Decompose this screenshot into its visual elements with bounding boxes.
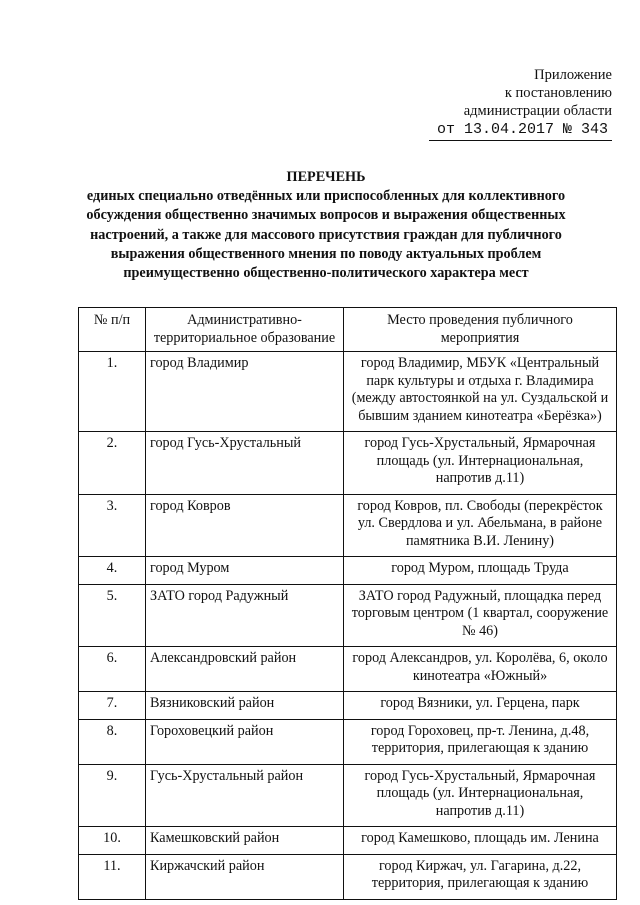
row-num: 9. — [79, 764, 146, 827]
row-place: город Вязники, ул. Герцена, парк — [344, 692, 617, 720]
row-place: ЗАТО город Радужный, площадка перед торговым центром (1 квартал, сооружение № 46) — [344, 584, 617, 647]
table-row — [79, 432, 617, 495]
document-heading — [60, 168, 592, 283]
table-body — [79, 352, 617, 900]
appendix-date-line: от 13.04.2017 № 343 — [429, 121, 612, 141]
row-municipality: Киржачский район — [146, 854, 344, 899]
row-num: 5. — [79, 584, 146, 647]
table-row — [79, 692, 617, 720]
table-row — [79, 494, 617, 557]
table-row — [79, 854, 617, 899]
table-row — [79, 352, 617, 432]
header-place: Место проведения публичного мероприятия — [344, 308, 617, 352]
appendix-line-1: Приложение — [534, 67, 612, 83]
row-place: город Киржач, ул. Гагарина, д.22, территория, прилегающая к зданию — [344, 854, 617, 899]
row-num: 7. — [79, 692, 146, 720]
appendix-block — [429, 66, 612, 141]
row-place: город Гороховец, пр-т. Ленина, д.48, территория, прилегающая к зданию — [344, 719, 617, 764]
row-municipality: город Муром — [146, 557, 344, 585]
row-place: город Александров, ул. Королёва, 6, около кинотеатра «Южный» — [344, 647, 617, 692]
row-municipality: Александровский район — [146, 647, 344, 692]
row-place: город Ковров, пл. Свободы (перекрёсток ул. Свердлова и ул. Абельмана, в районе памятника В.И. Ленину) — [344, 494, 617, 557]
appendix-line-3: администрации области — [463, 103, 612, 119]
row-place: город Камешково, площадь им. Ленина — [344, 827, 617, 855]
row-num: 8. — [79, 719, 146, 764]
row-num: 1. — [79, 352, 146, 432]
row-place: город Гусь-Хрустальный, Ярмарочная площадь (ул. Интернациональная, напротив д.11) — [344, 764, 617, 827]
row-municipality: Вязниковский район — [146, 692, 344, 720]
row-municipality: Гороховецкий район — [146, 719, 344, 764]
row-municipality: ЗАТО город Радужный — [146, 584, 344, 647]
appendix-line-2: к постановлению — [504, 85, 612, 101]
table-header-row — [79, 308, 617, 352]
table-row — [79, 647, 617, 692]
row-num: 10. — [79, 827, 146, 855]
row-num: 2. — [79, 432, 146, 495]
table-row — [79, 719, 617, 764]
row-municipality: Гусь-Хрустальный район — [146, 764, 344, 827]
row-num: 4. — [79, 557, 146, 585]
row-municipality: город Гусь-Хрустальный — [146, 432, 344, 495]
row-place: город Владимир, МБУК «Центральный парк культуры и отдыха г. Владимира (между автостоянкой на ул. Суздальской и бывшим зданием кинотеатра «Берёзка») — [344, 352, 617, 432]
places-table — [78, 307, 617, 900]
row-place: город Муром, площадь Труда — [344, 557, 617, 585]
row-num: 3. — [79, 494, 146, 557]
document-title: ПЕРЕЧЕНЬ — [286, 169, 366, 185]
header-num: № п/п — [79, 308, 146, 352]
document-subtitle: единых специально отведённых или приспособленных для коллективного обсуждения общественно значимых вопросов и выражения общественных настроений, а также для массового присутствия граждан для публичного выражения общественного мнения по поводу актуальных проблем преимущественно общественно-политического характера мест — [86, 188, 566, 282]
row-municipality: город Ковров — [146, 494, 344, 557]
row-municipality: Камешковский район — [146, 827, 344, 855]
row-num: 6. — [79, 647, 146, 692]
row-municipality: город Владимир — [146, 352, 344, 432]
table-row — [79, 557, 617, 585]
table-row — [79, 764, 617, 827]
header-municipality: Административно-территориальное образование — [146, 308, 344, 352]
row-place: город Гусь-Хрустальный, Ярмарочная площадь (ул. Интернациональная, напротив д.11) — [344, 432, 617, 495]
row-num: 11. — [79, 854, 146, 899]
table-row — [79, 827, 617, 855]
table-row — [79, 584, 617, 647]
